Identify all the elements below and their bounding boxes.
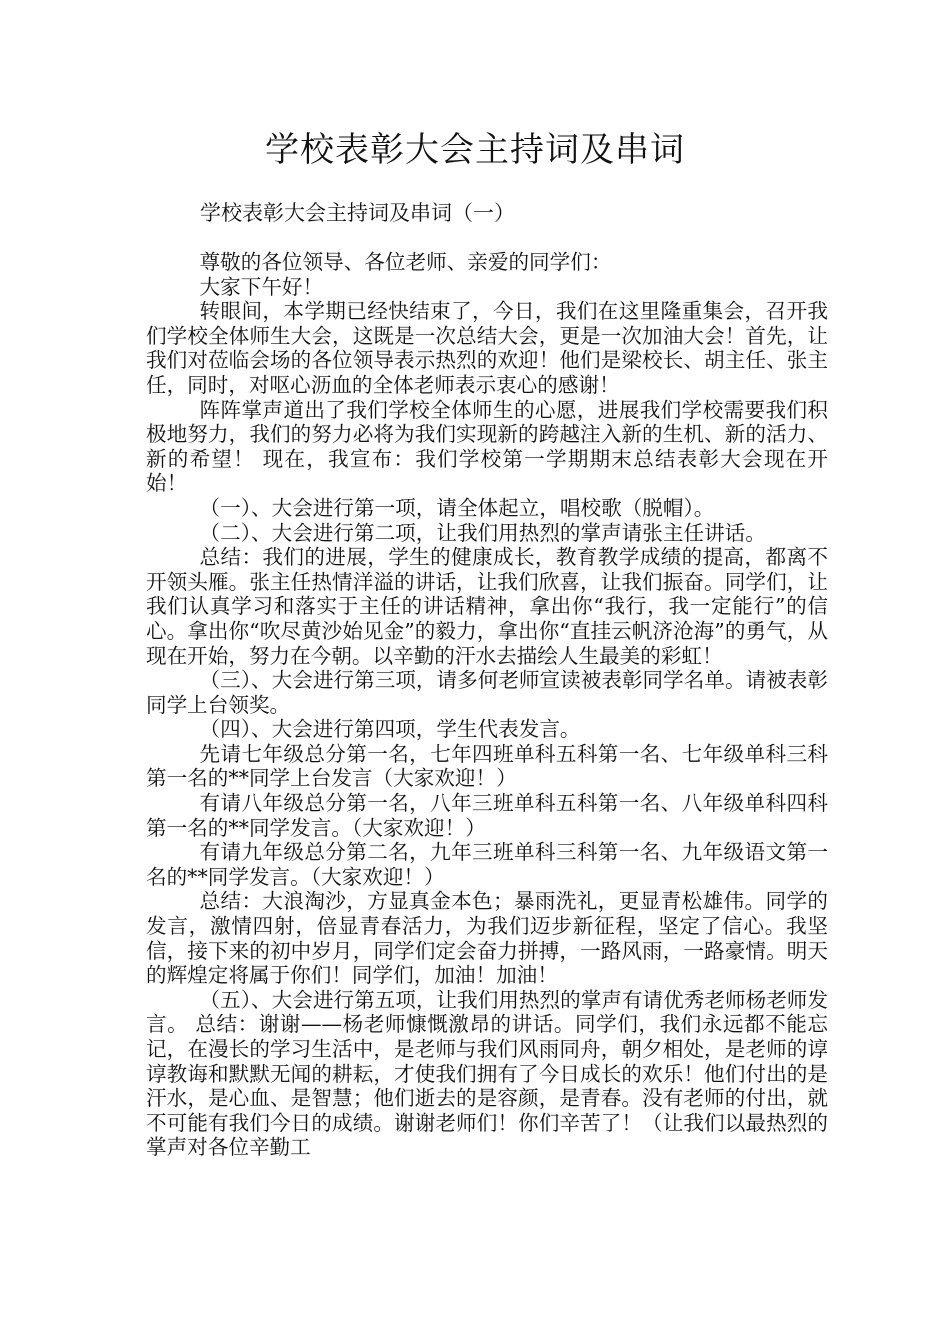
paragraph-item-2: （二）、大会进行第二项，让我们用热烈的掌声请张主任讲话。 [199, 520, 766, 545]
paragraph-item-1: （一）、大会进行第一项，请全体起立，唱校歌（脱帽）。 [199, 495, 715, 520]
paragraph-good-afternoon: 大家下午好！ [199, 274, 324, 299]
paragraph-item-4: （四）、大会进行第四项，学生代表发言。 [199, 717, 581, 742]
paragraph-summary-1: 总结：我们的进展，学生的健康成长，教育教学成绩的提高，都离不开领头雁。张主任热情洋溢的讲话，让我们欣喜，让我们振奋。同学们，让我们认真学习和落实于主任的讲话精神，拿出你“我行，我一定能行”的信心。拿出你“吹尽黄沙始见金”的毅力，拿出你“直挂云帆济沧海”的勇气，从现在开始，努力在今朝。以辛勤的汗水去描绘人生最美的彩虹！ [146, 545, 828, 668]
paragraph-item-3: （三）、大会进行第三项，请多何老师宣读被表彰同学名单。请被表彰同学上台领奖。 [146, 668, 828, 717]
document-subtitle: 学校表彰大会主持词及串词（一） [200, 201, 515, 225]
paragraph-announcement: 阵阵掌声道出了我们学校全体师生的心愿，进展我们学校需要我们积极地努力，我们的努力必将为我们实现新的跨越注入新的生机、新的活力、新的希望！ 现在，我宣布：我们学校第一学期期末总结表彰大会现在开始！ [146, 397, 828, 496]
paragraph-grade-9: 有请九年级总分第二名，九年三班单科三科第一名、九年级语文第一名的**同学发言。（大家欢迎！） [146, 840, 828, 889]
paragraph-grade-7: 先请七年级总分第一名，七年四班单科五科第一名、七年级单科三科第一名的**同学上台发言（大家欢迎！） [146, 741, 828, 791]
paragraph-greeting: 尊敬的各位领导、各位老师、亲爱的同学们： [199, 250, 612, 274]
paragraph-grade-8: 有请八年级总分第一名，八年三班单科五科第一名、八年级单科四科第一名的**同学发言。（大家欢迎！） [146, 791, 828, 840]
document-body [146, 250, 828, 1160]
paragraph-item-5: （五）、大会进行第五项，让我们用热烈的掌声有请优秀老师杨老师发言。 总结：谢谢——杨老师慷慨激昂的讲话。同学们，我们永远都不能忘记，在漫长的学习生活中，是老师与我们风雨同舟，朝夕相处，是老师的谆谆教诲和默默无闻的耕耘，才使我们拥有了今日成长的欢乐！他们付出的是汗水，是心血、是智慧；他们逝去的是容颜，是青春。没有老师的付出，就不可能有我们今日的成绩。谢谢老师们！你们辛苦了！（让我们以最热烈的掌声对各位辛勤工 [146, 987, 828, 1160]
paragraph-opening: 转眼间，本学期已经快结束了，今日，我们在这里隆重集会，召开我们学校全体师生大会，这既是一次总结大会，更是一次加油大会！首先，让我们对莅临会场的各位领导表示热烈的欢迎！他们是梁校长、胡主任、张主任，同时，对呕心沥血的全体老师表示衷心的感谢！ [146, 299, 828, 397]
paragraph-summary-2: 总结：大浪淘沙，方显真金本色；暴雨洗礼，更显青松雄伟。同学的发言，激情四射，倍显青春活力，为我们迈步新征程，坚定了信心。我坚信，接下来的初中岁月，同学们定会奋力拼搏，一路风雨，一路豪情。明天的辉煌定将属于你们！同学们，加油！加油！ [146, 889, 828, 988]
document-title: 学校表彰大会主持词及串词 [265, 130, 685, 170]
